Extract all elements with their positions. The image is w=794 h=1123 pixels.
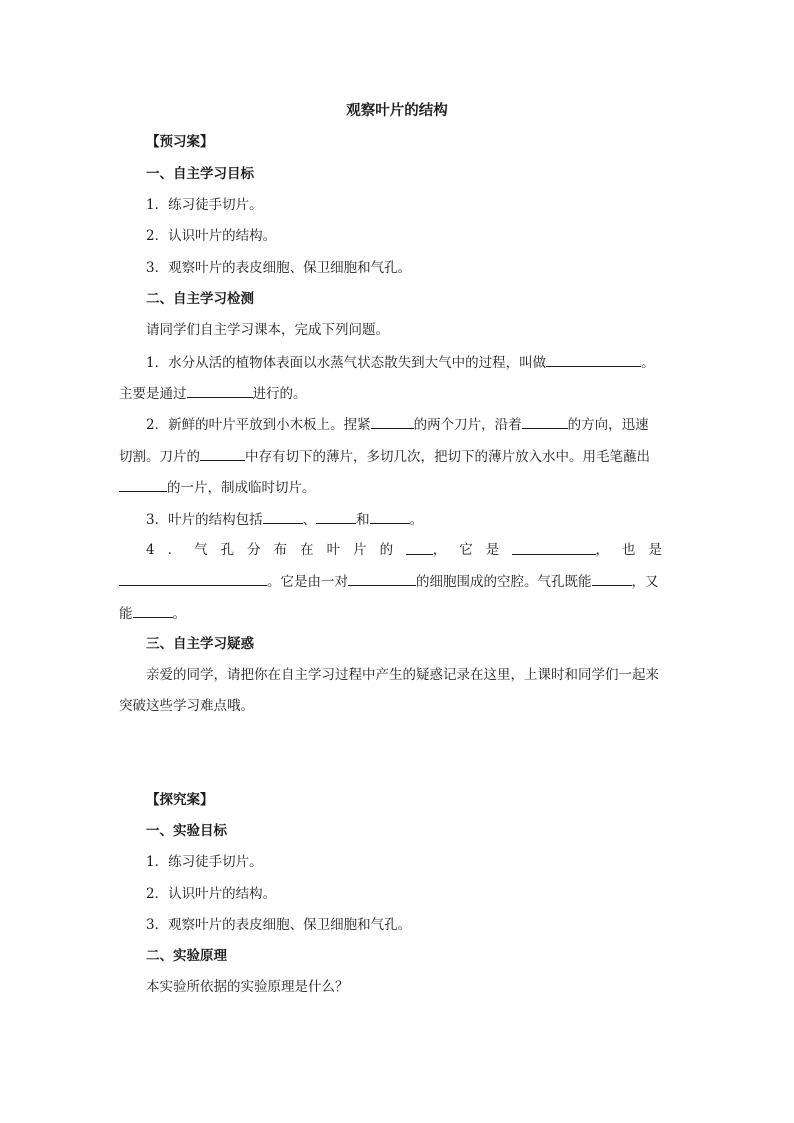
question-4-text-d: 。它是由一对: [267, 574, 348, 590]
answer-blank[interactable]: [512, 540, 595, 555]
experiment-principle-heading: 二、实验原理: [146, 948, 227, 964]
question-2-text-d: 切割。刀片的: [119, 449, 200, 465]
worksheet-page: [119, 0, 675, 1123]
question-1-end: 。: [641, 355, 655, 371]
goal-item-1: 1．练习徒手切片。: [146, 197, 263, 213]
experiment-goal-1: 1．练习徒手切片。: [146, 854, 263, 870]
answer-blank[interactable]: [348, 571, 416, 586]
question-1-end-2: 进行的。: [252, 386, 307, 402]
answer-blank[interactable]: [370, 509, 410, 524]
question-1-line-2: [119, 383, 675, 404]
question-2-line-2: [119, 446, 675, 467]
question-4-text-c: ，也是: [595, 542, 675, 558]
preview-header: 【预习案】: [146, 134, 214, 150]
question-4-text-f: ，又: [631, 574, 659, 590]
question-4-text-e: 的细胞围成的空腔。气孔既能: [416, 574, 592, 590]
self-study-intro: 请同学们自主学习课本，完成下列问题。: [146, 322, 389, 338]
answer-blank[interactable]: [133, 603, 173, 618]
self-study-check-heading: 二、自主学习检测: [146, 291, 254, 307]
explore-header: 【探究案】: [146, 792, 214, 808]
question-2-line-3: [119, 477, 675, 498]
goal-item-3: 3．观察叶片的表皮细胞、保卫细胞和气孔。: [146, 260, 412, 276]
answer-blank[interactable]: [200, 446, 245, 461]
question-4-line-2: [119, 571, 675, 592]
answer-blank[interactable]: [406, 540, 433, 555]
answer-blank[interactable]: [316, 509, 356, 524]
goal-item-2: 2．认识叶片的结构。: [146, 228, 277, 244]
question-1-text: 1．水分从活的植物体表面以水蒸气状态散失到大气中的过程，叫做: [146, 355, 547, 371]
answer-blank[interactable]: [592, 571, 632, 586]
question-2-text-f: 的一片，制成临时切片。: [167, 480, 316, 496]
question-2-text-b: 的两个刀片，沿着: [413, 417, 522, 433]
question-3-text: 3．叶片的结构包括: [146, 512, 263, 528]
self-study-doubts-heading: 三、自主学习疑惑: [146, 636, 254, 652]
question-2-text: 2．新鲜的叶片平放到小木板上。捏紧: [146, 417, 371, 433]
experiment-goal-2: 2．认识叶片的结构。: [146, 886, 277, 902]
doubts-text-line-2: 突破这些学习难点哦。: [119, 698, 254, 714]
question-1-line-1: [119, 352, 702, 373]
experiment-principle-question: 本实验所依据的实验原理是什么？: [146, 979, 349, 995]
question-4-text-b: ，它是: [432, 542, 513, 558]
question-4-text: 4．气孔分布在叶片的: [146, 542, 407, 558]
answer-blank[interactable]: [119, 477, 167, 492]
question-2-text-e: 中存有切下的薄片，多切几次，把切下的薄片放入水中。用毛笔蘸出: [245, 449, 650, 465]
self-study-goals-heading: 一、自主学习目标: [146, 166, 254, 182]
question-3-sep: 、: [302, 512, 317, 528]
question-2-line-1: [119, 414, 702, 435]
answer-blank[interactable]: [546, 352, 641, 367]
question-2-text-c: 的方向，迅速: [567, 417, 649, 433]
question-3-and: 和: [356, 512, 370, 528]
question-4-text-g: 能: [119, 606, 133, 622]
doubts-text-line-1: 亲爱的同学，请把你在自主学习过程中产生的疑惑记录在这里，上课时和同学们一起来: [146, 667, 659, 683]
answer-blank[interactable]: [263, 509, 303, 524]
answer-blank[interactable]: [187, 383, 253, 398]
experiment-goal-3: 3．观察叶片的表皮细胞、保卫细胞和气孔。: [146, 917, 412, 933]
answer-blank[interactable]: [522, 414, 568, 429]
experiment-goals-heading: 一、实验目标: [146, 823, 227, 839]
page-title: 观察叶片的结构: [346, 102, 448, 119]
question-3-end: 。: [409, 512, 424, 528]
answer-blank[interactable]: [371, 414, 414, 429]
question-4-end: 。: [172, 606, 186, 622]
question-4-line-3: [119, 603, 675, 624]
question-1-cont: 主要是通过: [119, 386, 187, 402]
question-4-line-1: [119, 540, 675, 560]
answer-blank[interactable]: [119, 571, 267, 586]
question-3: [119, 509, 702, 530]
